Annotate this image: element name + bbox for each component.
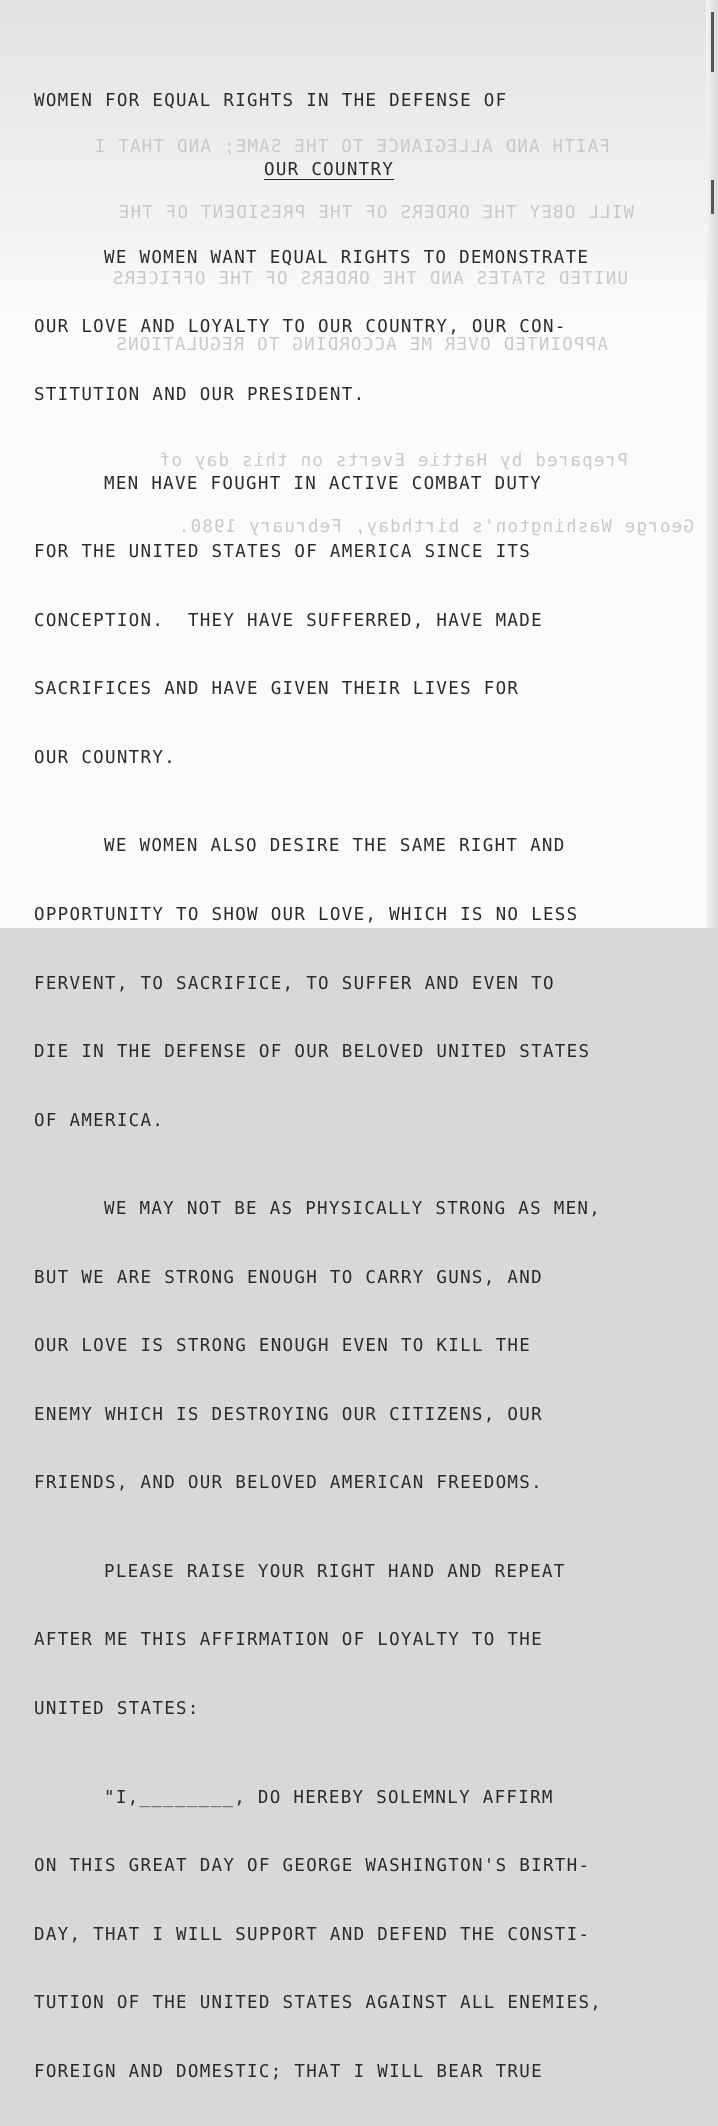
paragraph-line: FERVENT, TO SACRIFICE, TO SUFFER AND EVEN TO — [34, 973, 555, 994]
title-line-underlined — [34, 156, 706, 185]
page-edge-mark — [711, 180, 714, 214]
paragraph-line: PLEASE RAISE YOUR RIGHT HAND AND REPEAT — [104, 1561, 566, 1582]
paragraph-line: OUR LOVE IS STRONG ENOUGH EVEN TO KILL THE — [34, 1336, 532, 1357]
paragraph-line: OPPORTUNITY TO SHOW OUR LOVE, WHICH IS NO LESS — [34, 905, 579, 926]
paragraph-line: WE WOMEN ALSO DESIRE THE SAME RIGHT AND — [104, 836, 566, 857]
paragraph-line: OUR COUNTRY. — [34, 747, 177, 768]
paragraph-line: BUT WE ARE STRONG ENOUGH TO CARRY GUNS, AND — [34, 1267, 543, 1288]
typed-text-body — [34, 47, 706, 2126]
page-edge-shadow — [706, 0, 718, 928]
paragraph-line: STITUTION AND OUR PRESIDENT. — [34, 385, 366, 406]
oath-line: FOREIGN AND DOMESTIC; THAT I WILL BEAR TRUE — [34, 2061, 543, 2082]
paragraph-line: FOR THE UNITED STATES OF AMERICA SINCE ITS — [34, 542, 532, 563]
paragraph-line: UNITED STATES: — [34, 1699, 200, 1720]
paragraph-line: WE WOMEN WANT EQUAL RIGHTS TO DEMONSTRATE — [104, 248, 590, 269]
page-edge-mark — [711, 12, 714, 72]
title-underlined-text: OUR COUNTRY — [264, 159, 395, 180]
paragraph-line: WE MAY NOT BE AS PHYSICALLY STRONG AS MEN, — [104, 1199, 602, 1220]
oath-line: "I,________, DO HEREBY SOLEMNLY AFFIRM — [104, 1787, 554, 1808]
paragraph-line: OUR LOVE AND LOYALTY TO OUR COUNTRY, OUR CON- — [34, 316, 567, 337]
paragraph-line: CONCEPTION. THEY HAVE SUFFERRED, HAVE MADE — [34, 610, 543, 631]
bleed-line: George Washington's birthday, February 1980. — [177, 517, 694, 537]
title-line: WOMEN FOR EQUAL RIGHTS IN THE DEFENSE OF — [34, 91, 508, 111]
paragraph-line: FRIENDS, AND OUR BELOVED AMERICAN FREEDOMS. — [34, 1473, 543, 1494]
paragraph-line: ENEMY WHICH IS DESTROYING OUR CITIZENS, OUR — [34, 1404, 543, 1425]
paragraph-line: MEN HAVE FOUGHT IN ACTIVE COMBAT DUTY — [104, 473, 542, 494]
bleed-line: Prepared by Hattie Everts on this day of — [158, 451, 628, 471]
paragraph-line: OF AMERICA. — [34, 1110, 165, 1131]
oath-line: ON THIS GREAT DAY OF GEORGE WASHINGTON'S BIRTH- — [34, 1856, 591, 1877]
oath-line: DAY, THAT I WILL SUPPORT AND DEFEND THE CONSTI- — [34, 1924, 591, 1945]
paragraph-line: SACRIFICES AND HAVE GIVEN THEIR LIVES FOR — [34, 679, 520, 700]
oath-line: TUTION OF THE UNITED STATES AGAINST ALL ENEMIES, — [34, 1993, 603, 2014]
bleed-line: FAITH AND ALLEGIANCE TO THE SAME; AND THAT I — [93, 137, 610, 157]
bleed-line: WILL OBEY THE ORDERS OF THE PRESIDENT OF THE — [117, 203, 634, 223]
bleed-line: UNITED STATES AND THE ORDERS OF THE OFFICERS — [111, 269, 628, 289]
bleed-line: APPOINTED OVER ME ACCORDING TO REGULATIONS — [115, 335, 608, 355]
paragraph-line: DIE IN THE DEFENSE OF OUR BELOVED UNITED STATES — [34, 1042, 591, 1063]
paragraph-line: AFTER ME THIS AFFIRMATION OF LOYALTY TO THE — [34, 1630, 543, 1651]
